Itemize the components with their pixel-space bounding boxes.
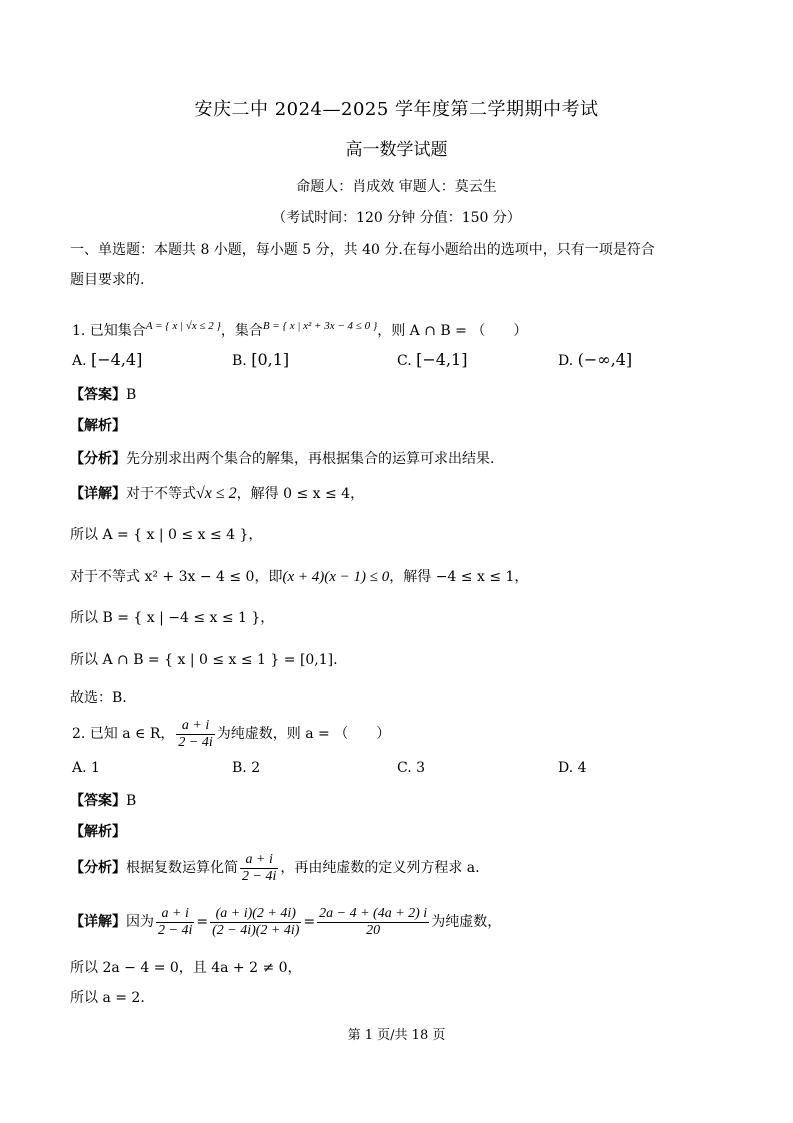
- q1-set-a: A = { x | √x ≤ 2 }: [145, 320, 221, 332]
- q2-detail: 【详解】因为 $\frac{a + i}{2 - 4i}$ = $\frac{(a + i)(2 + 4i)}{(2 - 4i)(2 + 4i)}$ = $\frac{2a - 4 + (4a + 2) i}{20}$ 为纯虚数，: [70, 905, 502, 938]
- exam-title: 安庆二中 2024—2025 学年度第二学期期中考试: [194, 99, 599, 120]
- q1-fenxi: 【分析】先分别求出两个集合的解集，再根据集合的运算可求出结果.: [70, 451, 495, 467]
- q2-fenxi: 【分析】根据复数运算化简 $\frac{a + i}{2 - 4i}$ ，再由纯虚数的定义列方程求 a.: [70, 851, 480, 884]
- q1-option-c: C. [−4,1]: [397, 350, 468, 369]
- q1-option-d: D. (−∞,4]: [558, 350, 633, 369]
- q1-suffix: ，则 A ∩ B = （ ）: [377, 323, 528, 339]
- q1-prefix: 1. 已知集合: [72, 323, 146, 339]
- q2-fraction: $\frac{a + i}{2 - 4i}$: [178, 717, 213, 750]
- q2-eq-frac-3: $\frac{2a - 4 + (4a + 2) i}{20}$: [319, 905, 428, 938]
- q1-set-b: B = { x | x² + 3x − 4 ≤ 0 }: [262, 320, 378, 332]
- q2-eq-frac-2: $\frac{(a + i)(2 + 4i)}{(2 - 4i)(2 + 4i)}$: [212, 905, 300, 938]
- q1-detail-2: 所以 A = { x | 0 ≤ x ≤ 4 }，: [70, 527, 263, 543]
- q2-option-c: C. 3: [397, 760, 426, 776]
- q1-answer: 【答案】B: [70, 387, 137, 403]
- q1-option-b: B. [0,1]: [232, 350, 290, 369]
- q1-detail-1: 【详解】对于不等式√x ≤ 2，解得 0 ≤ x ≤ 4，: [70, 485, 365, 502]
- q1-mid: ，集合: [220, 323, 263, 339]
- q2-eq-frac-1: $\frac{a + i}{2 - 4i}$: [158, 905, 193, 938]
- q1-stem: [72, 316, 527, 341]
- section-heading-line2: 题目要求的.: [70, 272, 145, 288]
- q2-detail-3: 所以 a = 2.: [70, 990, 145, 1006]
- q1-detail-4: 所以 B = { x | −4 ≤ x ≤ 1 }，: [70, 610, 275, 626]
- page-number: 第 1 页/共 18 页: [347, 1028, 446, 1043]
- section-heading-line1: 一、单选题：本题共 8 小题，每小题 5 分，共 40 分.在每小题给出的选项中，只有一项是符合: [70, 242, 655, 258]
- exam-info: （考试时间：120 分钟 分值：150 分）: [272, 210, 521, 226]
- q1-detail-3: 对于不等式 x² + 3x − 4 ≤ 0，即(x + 4)(x − 1) ≤ 0，解得 −4 ≤ x ≤ 1，: [70, 569, 529, 585]
- q1-analysis-tag: 【解析】: [70, 418, 126, 434]
- q2-fenxi-fraction: $\frac{a + i}{2 - 4i}$: [242, 851, 277, 884]
- exam-subtitle: 高一数学试题: [345, 140, 448, 160]
- q2-option-a: A. 1: [72, 760, 100, 776]
- exam-authors: 命题人：肖成效 审题人：莫云生: [296, 179, 497, 195]
- q1-detail-5: 所以 A ∩ B = { x | 0 ≤ x ≤ 1 } = [0,1].: [70, 652, 338, 668]
- q2-stem: 2. 已知 a ∈ R， $\frac{a + i}{2 - 4i}$ 为纯虚数，则 a = （ ）: [72, 717, 391, 750]
- q2-analysis-tag: 【解析】: [70, 824, 126, 840]
- q2-answer: 【答案】B: [70, 793, 137, 809]
- q2-detail-2: 所以 2a − 4 = 0，且 4a + 2 ≠ 0，: [70, 960, 302, 976]
- q2-option-d: D. 4: [558, 760, 587, 776]
- q2-option-b: B. 2: [232, 760, 261, 776]
- q1-conclusion: 故选：B.: [70, 690, 127, 706]
- q1-option-a: A. [−4,4]: [72, 350, 143, 369]
